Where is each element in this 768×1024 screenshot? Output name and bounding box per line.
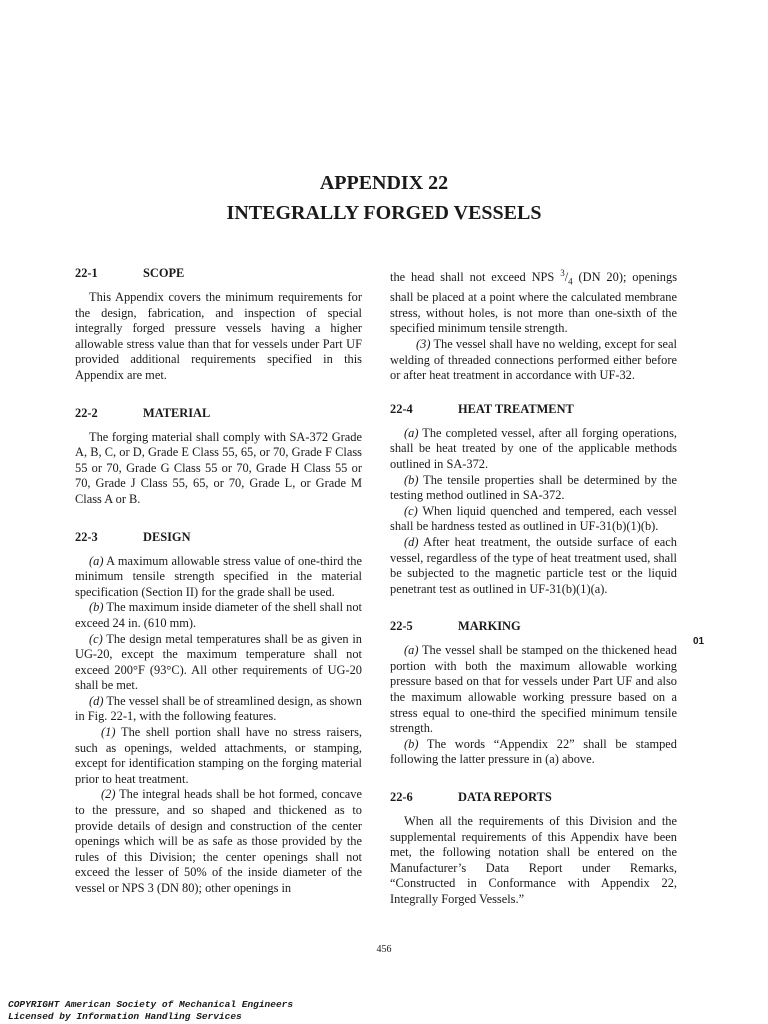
item-text: The tensile properties shall be determined by the testing method outlined in SA-372. [390, 472, 677, 503]
section-heading-heat-treatment [390, 402, 677, 418]
item-text: When liquid quenched and tempered, each vessel shall be hardness tested as outlined in UF-31(b)(1)(b). [390, 503, 677, 534]
design-item-d [75, 694, 362, 725]
data-reports-paragraph: When all the requirements of this Division and the supplemental requirements of this Appendix have been met, the following notation shall be entered on the Manufacturer’s Data Report under Remarks, “Constructed in Conformance with Appendix 22, Integrally Forged Vessels.” [390, 814, 677, 906]
item-label: (c) [89, 631, 103, 646]
section-title: HEAT TREATMENT [458, 401, 574, 416]
appendix-title: INTEGRALLY FORGED VESSELS [226, 202, 542, 224]
left-column [75, 266, 362, 897]
section-number: 22-2 [75, 405, 98, 420]
section-heading-scope [75, 266, 362, 282]
marking-item-b [390, 737, 677, 768]
section-number: 22-3 [75, 529, 98, 544]
design-item-d2 [75, 787, 362, 896]
item-label: (1) [101, 725, 116, 740]
section-title: MATERIAL [143, 405, 211, 420]
fraction-numerator: 3 [560, 268, 565, 278]
revision-mark: 01 [693, 636, 705, 647]
section-number: 22-4 [390, 401, 413, 416]
page-title [0, 168, 768, 228]
heat-item-b [390, 473, 677, 504]
item-text: The maximum inside diameter of the shell shall not exceed 24 in. (610 mm). [75, 600, 362, 630]
heat-item-c [390, 504, 677, 535]
item-label: (d) [89, 693, 104, 708]
item-label: (2) [101, 787, 116, 802]
item-text: The design metal temperatures shall be as given in UG-20, except the maximum temperature shall not exceed 200°F (93°C). All other requirements of UG-20 shall be met. [75, 631, 362, 693]
section-number: 22-5 [390, 619, 413, 634]
section-number: 22-6 [390, 790, 413, 805]
item-text: The shell portion shall have no stress raisers, such as openings, welded attachments, or stamping, except for identification stamping on the forging material prior to heat treatment. [75, 725, 362, 786]
item-text: The vessel shall have no welding, except for seal welding of threaded connections performed either before or after heat treatment in accordance with UF-32. [390, 336, 677, 383]
appendix-number: APPENDIX 22 [319, 172, 449, 194]
design-item-c [75, 632, 362, 694]
fraction-denominator: 4 [568, 276, 573, 287]
design-item-a [75, 554, 362, 601]
item-label: (a) [404, 425, 419, 440]
license-line: Licensed by Information Handling Services [8, 1011, 242, 1022]
item-label: (a) [89, 553, 104, 568]
section-title: DESIGN [143, 529, 191, 544]
item-text: The vessel shall be stamped on the thickened head portion with both the maximum allowable working pressure based on that for vessels under Part UF and also the maximum allowable working pressure based on a stress equal to one-third the specified minimum tensile strength. [390, 643, 677, 736]
item-label: (d) [404, 534, 419, 549]
section-title: DATA REPORTS [458, 790, 552, 805]
item-label: (a) [404, 643, 419, 658]
section-heading-design [75, 530, 362, 546]
right-column [390, 266, 677, 908]
section-title: MARKING [458, 619, 521, 634]
scope-paragraph: This Appendix covers the minimum requirements for the design, fabrication, and inspection of special integrally forged pressure vessels having a higher allowable stress value than that for vessels under Part UF provided additional requirements specified in this Appendix are met. [75, 290, 362, 382]
item-text: After heat treatment, the outside surface of each vessel, regardless of the type of heat treatment used, shall be subjected to the magnetic particle test or the liquid penetrant test as outlined in UF-31(b)(1)(a). [390, 534, 677, 596]
item-label: (3) [416, 336, 431, 351]
heat-item-d [390, 535, 677, 597]
section-number: 22-1 [75, 266, 98, 280]
item-text: The vessel shall be of streamlined design, as shown in Fig. 22-1, with the following features. [75, 693, 362, 724]
item-label: (c) [404, 503, 418, 518]
design-item-b [75, 600, 362, 631]
copyright-line: COPYRIGHT American Society of Mechanical Engineers [8, 999, 294, 1010]
section-heading-data-reports [390, 790, 677, 806]
item-text: the head shall not exceed NPS [390, 270, 561, 285]
section-title: SCOPE [143, 266, 185, 280]
design-item-d2-continued: the head shall not exceed NPS $^3/_4$ (DN 20); openings shall be placed at a point where the calculated membrane stress, without holes, is not more than one-sixth of the specified minimum tensile strength. [390, 268, 678, 336]
page-number: 456 [376, 944, 392, 955]
copyright-notice [8, 999, 293, 1023]
item-text: A maximum allowable stress value of one-third the minimum tensile strength specified in the material specification (Section II) for the grade shall be used. [75, 553, 362, 599]
section-heading-marking [390, 619, 677, 635]
item-text: The completed vessel, after all forging operations, shall be heat treated by one of the applicable methods outlined in SA-372. [390, 425, 677, 471]
item-text: The words “Appendix 22” shall be stamped following the latter pressure in (a) above. [390, 736, 677, 767]
item-label: (b) [404, 472, 419, 487]
design-item-d1 [75, 725, 362, 787]
item-text: The integral heads shall be hot formed, concave to the pressure, and so shaped and thickened as to provide details of design and construction of the center openings which will be as safe as those provided by the rules of this Division; the center openings shall not exceed the lesser of 50% of the inside diameter of the vessel or NPS 3 (DN 80); other openings in [75, 787, 362, 895]
section-heading-material [75, 406, 362, 422]
marking-item-a [390, 643, 677, 737]
item-text: (DN 20); openings shall be placed at a point where the calculated membrane stress, without holes, is not more than one-sixth of the specified minimum tensile strength. [390, 270, 678, 336]
item-label: (b) [404, 736, 419, 751]
heat-item-a [390, 426, 677, 473]
design-item-d3 [390, 337, 677, 384]
material-paragraph: The forging material shall comply with SA-372 Grade A, B, C, or D, Grade E Class 55, 65, or 70, Grade F Class 55 or 70, Grade G Class 55 or 70, Grade H Class 55 or 70, Grade J Class 55, 65, or 70, Grade L, or Grade M Class A or B. [75, 429, 362, 506]
item-label: (b) [89, 600, 104, 615]
